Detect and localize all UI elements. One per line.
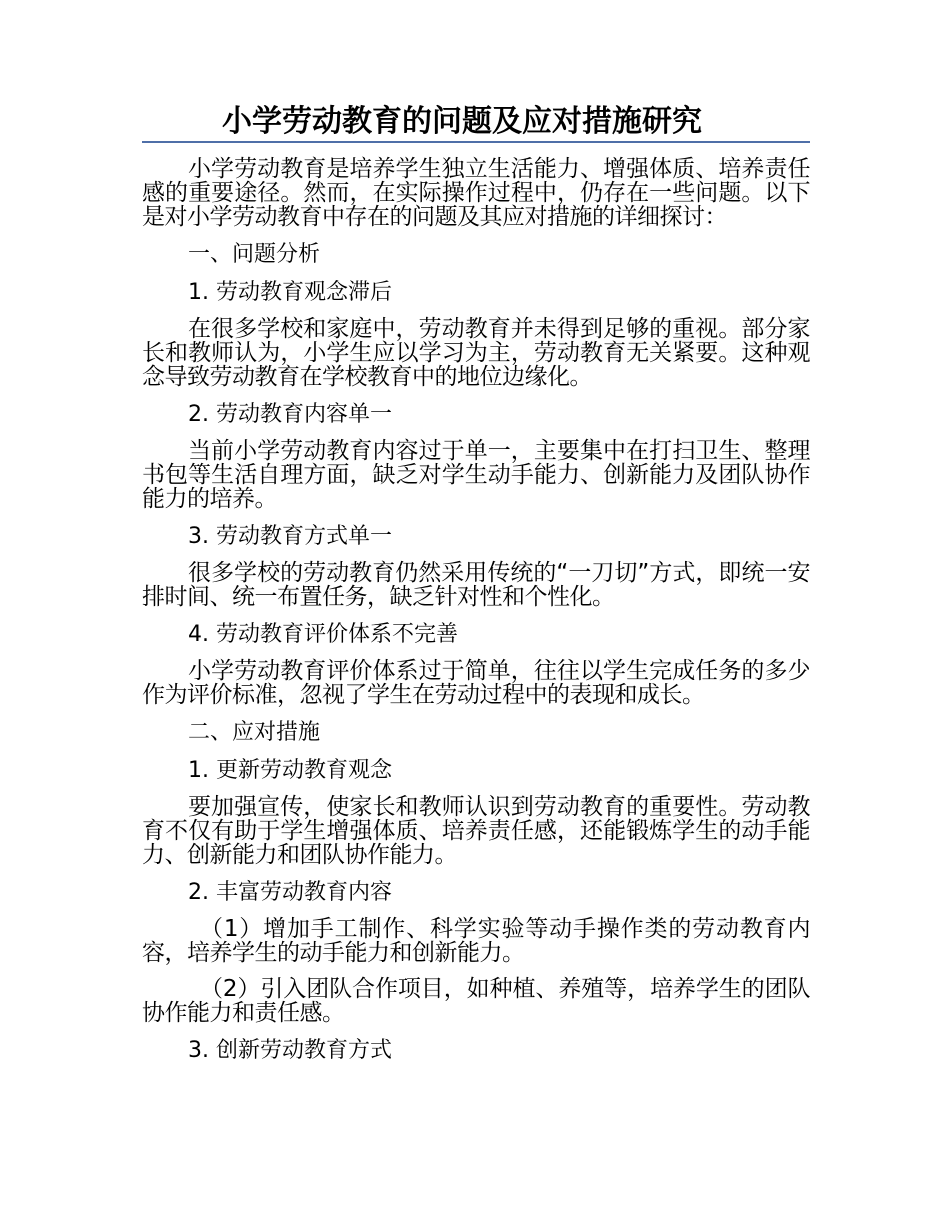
- paragraph-problem-2: 当前小学劳动教育内容过于单一，主要集中在打扫卫生、整理书包等生活自理方面，缺乏对学生动手能力、创新能力及团队协作能力的培养。: [142, 438, 810, 512]
- paragraph-problem-1: 在很多学校和家庭中，劳动教育并未得到足够的重视。部分家长和教师认为，小学生应以学习为主，劳动教育无关紧要。这种观念导致劳动教育在学校教育中的地位边缘化。: [142, 316, 810, 390]
- section-heading-measures: 二、应对措施: [188, 720, 321, 745]
- paragraph-problem-4: 小学劳动教育评价体系过于简单，往往以学生完成任务的多少作为评价标准，忽视了学生在劳动过程中的表现和成长。: [142, 658, 810, 708]
- subheading-measure-2: 2. 丰富劳动教育内容: [188, 880, 392, 905]
- subheading-measure-1: 1. 更新劳动教育观念: [188, 758, 392, 783]
- paragraph-measure-1: 要加强宣传，使家长和教师认识到劳动教育的重要性。劳动教育不仅有助于学生增强体质、培养责任感，还能锻炼学生的动手能力、创新能力和团队协作能力。: [142, 794, 810, 868]
- section-heading-problems: 一、问题分析: [188, 242, 321, 267]
- subheading-problem-4: 4. 劳动教育评价体系不完善: [188, 622, 458, 647]
- subheading-problem-2: 2. 劳动教育内容单一: [188, 402, 392, 427]
- list-item-measure-2-point-1: （1）增加手工制作、科学实验等动手操作类的劳动教育内容，培养学生的动手能力和创新能力。: [142, 916, 810, 966]
- subheading-problem-1: 1. 劳动教育观念滞后: [188, 280, 392, 305]
- document-page: [142, 100, 810, 1075]
- paragraph-problem-3: 很多学校的劳动教育仍然采用传统的“一刀切”方式，即统一安排时间、统一布置任务，缺乏针对性和个性化。: [142, 560, 810, 610]
- list-item-measure-2-point-2: （2）引入团队合作项目，如种植、养殖等，培养学生的团队协作能力和责任感。: [142, 976, 810, 1026]
- subheading-measure-3: 3. 创新劳动教育方式: [188, 1038, 392, 1063]
- document-title: 小学劳动教育的问题及应对措施研究: [222, 104, 702, 139]
- intro-paragraph: 小学劳动教育是培养学生独立生活能力、增强体质、培养责任感的重要途径。然而，在实际操作过程中，仍存在一些问题。以下是对小学劳动教育中存在的问题及其应对措施的详细探讨：: [142, 156, 810, 230]
- subheading-problem-3: 3. 劳动教育方式单一: [188, 524, 392, 549]
